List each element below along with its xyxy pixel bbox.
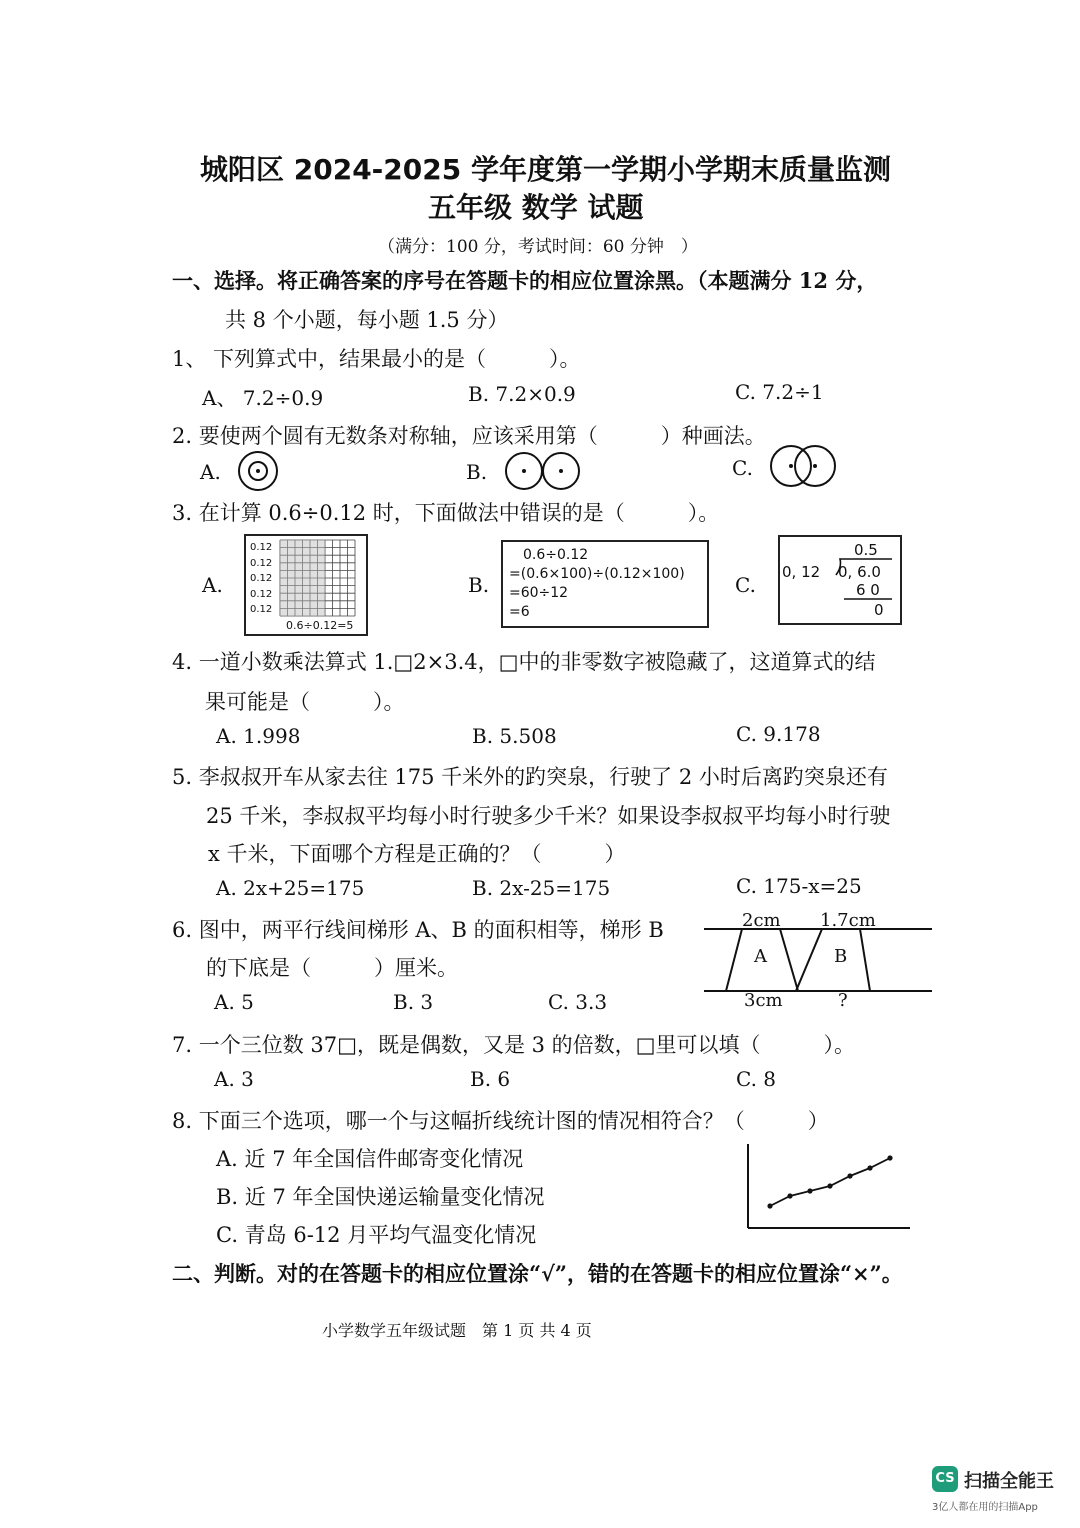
grid-label: 0.12	[250, 573, 273, 584]
q2-option-b: B.	[466, 460, 488, 484]
q5-stem-line2: 25 千米，李叔叔平均每小时行驶多少千米？如果设李叔叔平均每小时行驶	[206, 804, 891, 828]
q8-stem: 8. 下面三个选项，哪一个与这幅折线统计图的情况相符合？（ ）	[172, 1109, 829, 1133]
q2-option-c: C.	[732, 456, 753, 480]
q4-stem-line1: 4. 一道小数乘法算式 1.□2×3.4，□中的非零数字被隐藏了，这道算式的结	[172, 650, 876, 674]
chart-point	[827, 1183, 832, 1188]
division-product: 6 0	[856, 581, 880, 599]
q4-option-c: C. 9.178	[736, 722, 821, 746]
exam-title: 城阳区 2024-2025 学年度第一学期小学期末质量监测	[200, 153, 891, 186]
q8-option-b: B. 近 7 年全国快递运输量变化情况	[216, 1185, 545, 1209]
fig-bottom-b-label: ?	[838, 990, 848, 1011]
calc-line-3: =60÷12	[509, 585, 569, 601]
division-divisor: 0, 12	[782, 563, 821, 581]
chart-series-line	[770, 1158, 890, 1206]
calc-line-2: =(0.6×100)÷(0.12×100)	[509, 566, 685, 582]
section1-note: 共 8 个小题，每小题 1.5 分）	[225, 308, 509, 332]
grid-label: 0.12	[250, 557, 273, 569]
scanner-app-name: 扫描全能王	[964, 1471, 1054, 1492]
q7-option-b: B. 6	[470, 1067, 511, 1091]
q5-option-b: B. 2x-25=175	[472, 876, 611, 900]
q6-stem-line2: 的下底是（ ）厘米。	[206, 956, 458, 980]
grid-caption: 0.6÷0.12=5	[286, 619, 354, 632]
q5-option-a: A. 2x+25=175	[216, 876, 365, 900]
calc-line-4: =6	[509, 604, 530, 620]
division-quotient: 0.5	[854, 541, 878, 559]
chart-point	[807, 1188, 812, 1193]
section2-heading: 二、判断。对的在答题卡的相应位置涂“√”，错的在答题卡的相应位置涂“×”。	[172, 1261, 903, 1286]
q2-option-a: A.	[200, 460, 221, 484]
q4-option-b: B. 5.508	[472, 724, 557, 748]
q4-option-a: A. 1.998	[216, 724, 301, 748]
fig-top-a-label: 2cm	[742, 910, 781, 931]
fig-b-label: B	[834, 946, 848, 967]
grid-label: 0.12	[250, 588, 273, 600]
q3-calc-box	[501, 540, 709, 628]
trapezoid-figure	[700, 905, 936, 1015]
chart-point	[847, 1173, 852, 1178]
division-remainder: 0	[874, 601, 884, 619]
overlapping-circles-figure	[766, 444, 840, 488]
grid-label: 0.12	[250, 604, 273, 615]
fig-bottom-a-label: 3cm	[744, 990, 783, 1011]
q3-grid-figure	[244, 534, 368, 636]
scanner-logo-icon: CS	[932, 1466, 958, 1492]
q8-option-c: C. 青岛 6-12 月平均气温变化情况	[216, 1223, 537, 1247]
q3-option-c: C.	[735, 573, 756, 597]
concentric-circles-figure	[236, 450, 280, 492]
q6-option-b: B. 3	[393, 990, 434, 1014]
q3-option-b: B.	[468, 573, 490, 597]
q7-stem: 7. 一个三位数 37□，既是偶数，又是 3 的倍数，□里可以填（ ）。	[172, 1033, 855, 1057]
grid-label: 0.12	[250, 542, 273, 553]
q5-option-c: C. 175-x=25	[736, 874, 862, 898]
grid-row-labels	[250, 540, 272, 618]
calc-line-1: 0.6÷0.12	[523, 547, 589, 563]
exam-info: （满分：100 分，考试时间：60 分钟 ）	[378, 237, 698, 257]
chart-point	[787, 1193, 792, 1198]
scanner-tagline: 3亿人都在用的扫描App	[932, 1502, 1038, 1513]
q5-stem-line1: 5. 李叔叔开车从家去往 175 千米外的趵突泉，行驶了 2 小时后离趵突泉还有	[172, 765, 888, 789]
exam-subtitle: 五年级 数学 试题	[428, 191, 644, 224]
q1-stem: 1、 下列算式中，结果最小的是（ ）。	[172, 347, 581, 371]
line-chart	[744, 1140, 914, 1232]
q1-option-c: C. 7.2÷1	[735, 380, 824, 404]
q3-stem: 3. 在计算 0.6÷0.12 时，下面做法中错误的是（ ）。	[172, 501, 720, 525]
q5-stem-line3: x 千米，下面哪个方程是正确的？（ ）	[208, 842, 626, 866]
division-dividend: 0, 6.0	[838, 563, 881, 581]
page-footer: 小学数学五年级试题 第 1 页 共 4 页	[322, 1321, 592, 1340]
chart-point	[887, 1155, 892, 1160]
fig-top-b-label: 1.7cm	[820, 910, 876, 931]
q1-option-a: A、 7.2÷0.9	[202, 386, 324, 410]
q1-option-b: B. 7.2×0.9	[468, 382, 576, 406]
tangent-circles-figure	[503, 450, 583, 492]
q6-option-a: A. 5	[214, 990, 254, 1014]
q4-stem-line2: 果可能是（ ）。	[205, 690, 405, 714]
q7-option-a: A. 3	[214, 1067, 254, 1091]
fig-a-label: A	[754, 946, 767, 967]
section1-heading: 一、选择。将正确答案的序号在答题卡的相应位置涂黑。（本题满分 12 分，	[172, 268, 878, 293]
q6-option-c: C. 3.3	[548, 990, 608, 1014]
q8-option-a: A. 近 7 年全国信件邮寄变化情况	[216, 1147, 524, 1171]
q6-stem-line1: 6. 图中，两平行线间梯形 A、B 的面积相等，梯形 B	[172, 918, 664, 942]
chart-point	[767, 1203, 772, 1208]
chart-point	[867, 1165, 872, 1170]
q3-option-a: A.	[202, 573, 223, 597]
q2-stem: 2. 要使两个圆有无数条对称轴，应该采用第（ ）种画法。	[172, 424, 766, 448]
q7-option-c: C. 8	[736, 1067, 777, 1091]
q3-long-division-box	[778, 535, 902, 625]
